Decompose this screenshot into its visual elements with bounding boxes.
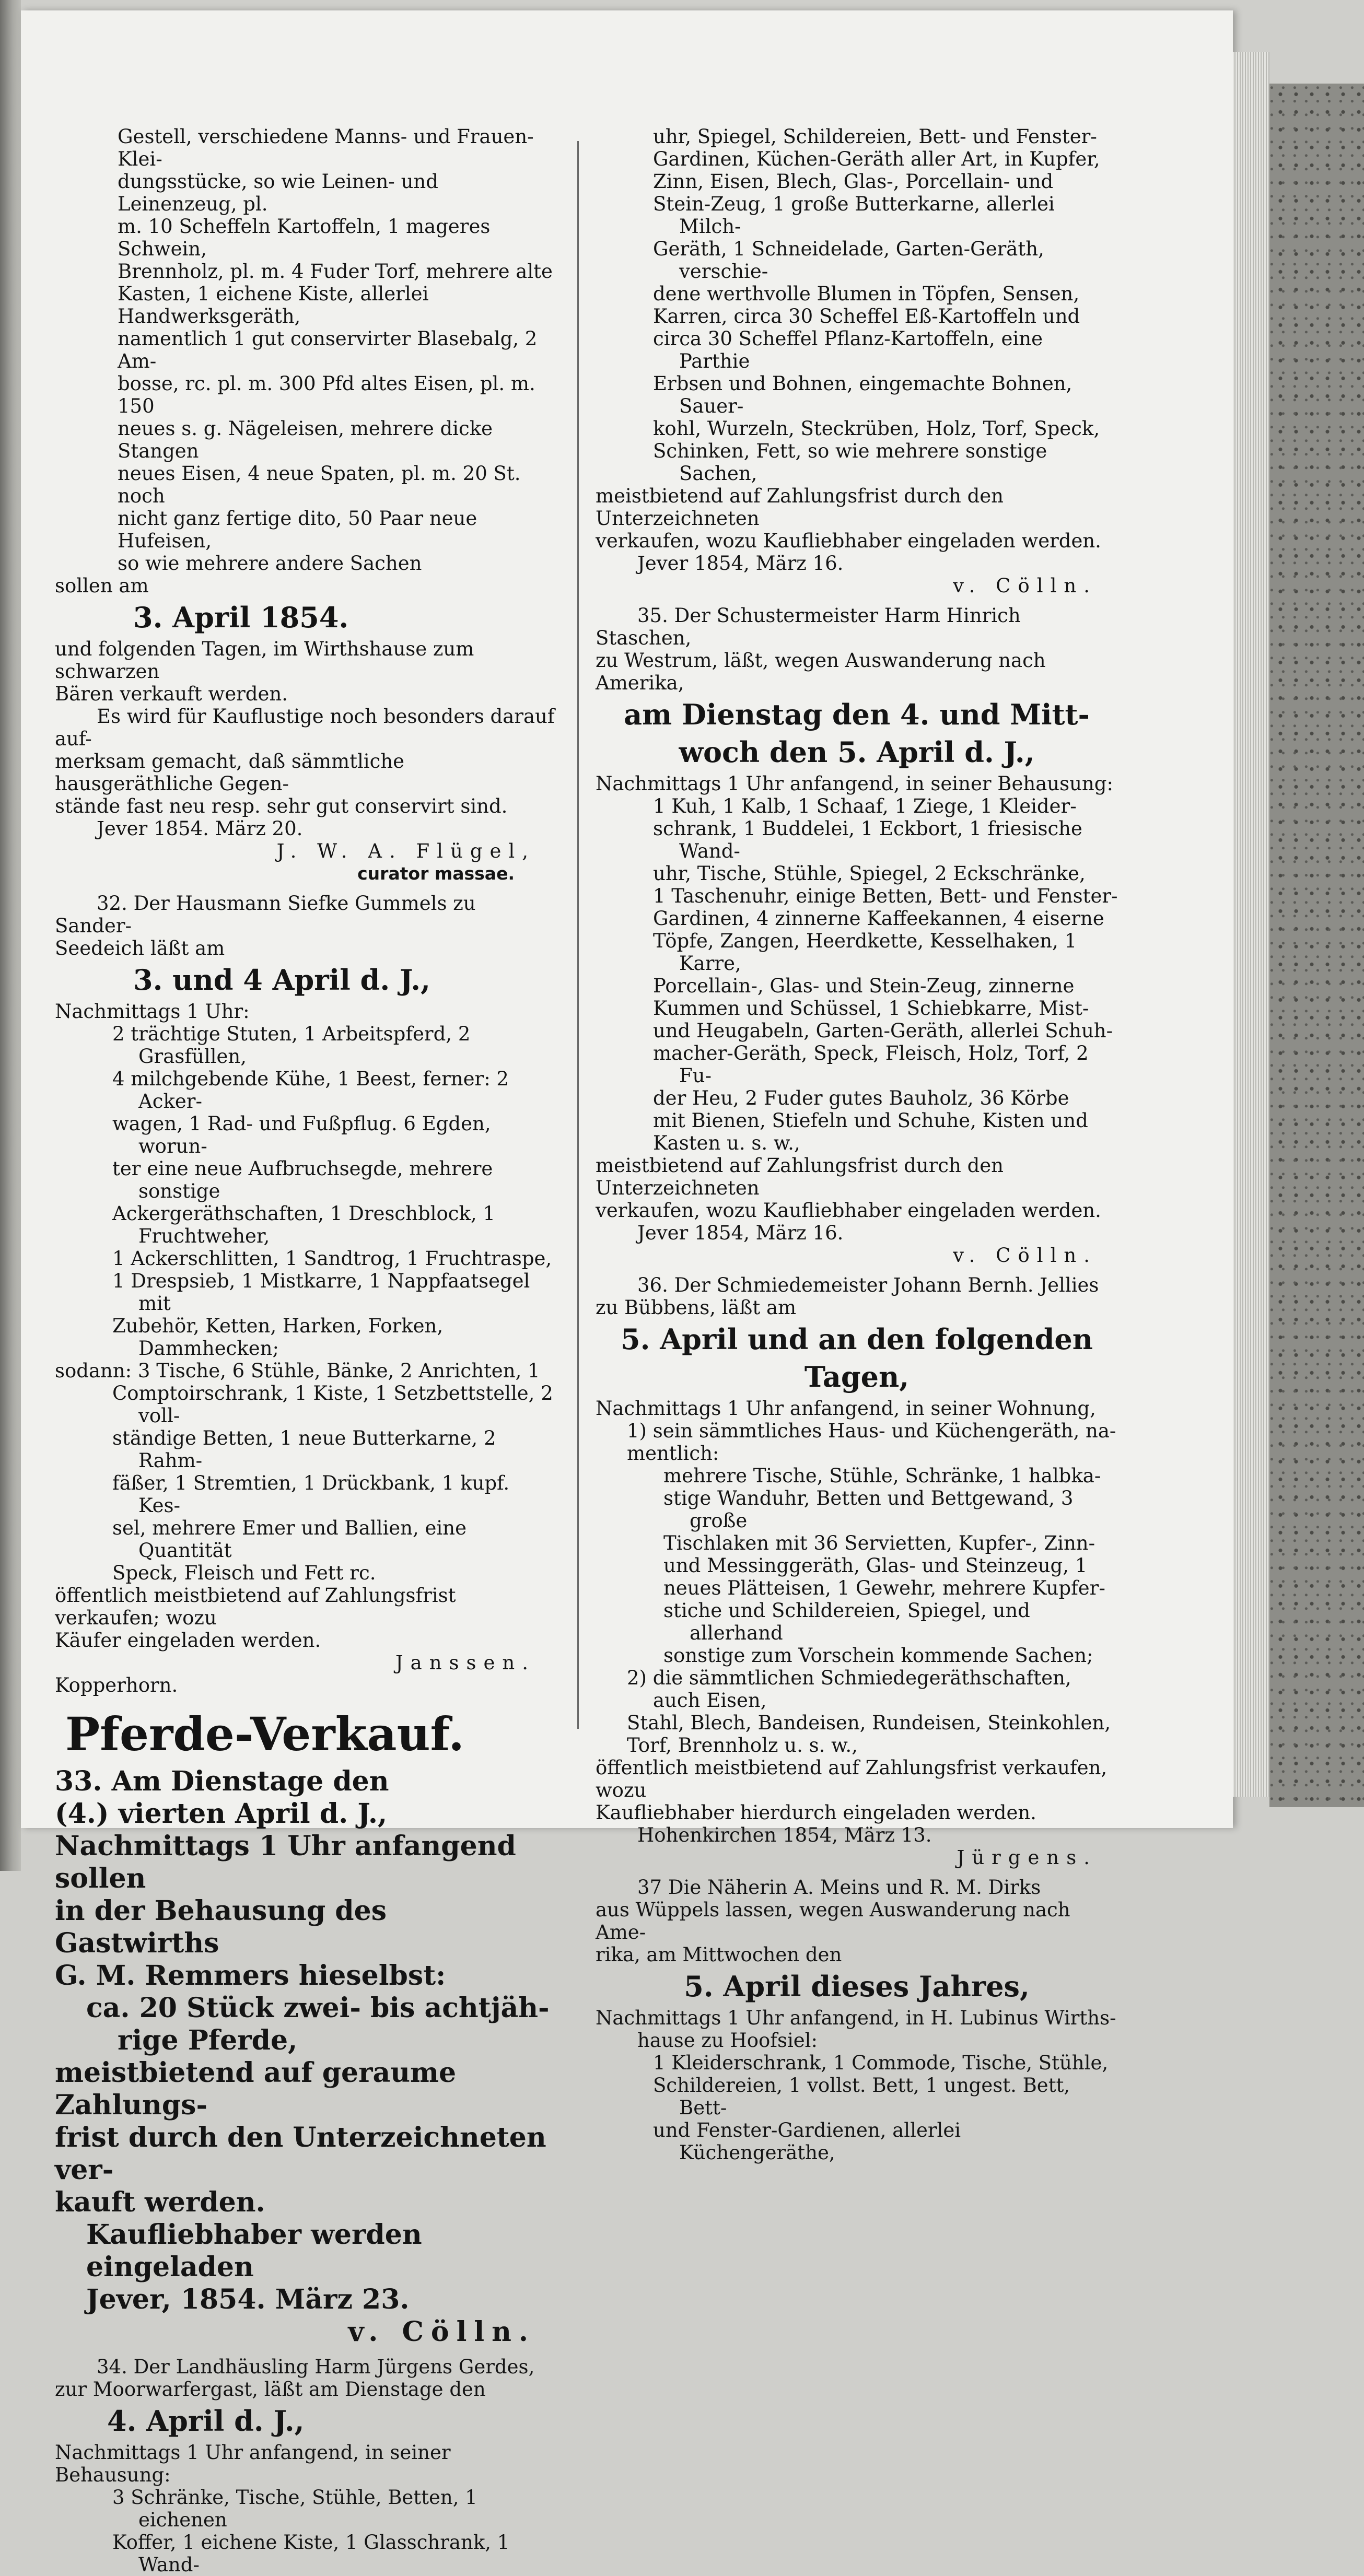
text-line: Gestell, verschiedene Manns- und Frauen-Klei- [118, 125, 534, 170]
place-date: Jever 1854, März 16. [637, 1222, 844, 1244]
text-line: 3 Schränke, Tische, Stühle, Betten, 1 eichenen [112, 2486, 477, 2531]
text-line: Bären verkauft werden. [55, 683, 288, 705]
text-line: meistbietend auf Zahlungsfrist durch den Unterzeichneten [596, 485, 1004, 530]
signature-title: curator massae. [357, 863, 515, 884]
text-line: ständige Betten, 1 neue Butterkarne, 2 Rahm- [112, 1427, 496, 1472]
lot-list-35 [596, 795, 1118, 1154]
signature: Jürgens. [957, 1846, 1097, 1869]
text-line: so wie mehrere andere Sachen [118, 552, 422, 575]
text-line: aus Wüppels lassen, wegen Auswanderung nach Ame- [596, 1899, 1070, 1943]
auction-date-36: Tagen, [804, 1360, 910, 1394]
lot-list-34 [55, 2486, 556, 2576]
text-line: Erbsen und Bohnen, eingemachte Bohnen, Sauer- [653, 372, 1072, 417]
text-line: Käufer eingeladen werden. [55, 1629, 321, 1652]
book-cover-marbled [1269, 84, 1364, 1807]
text-line: merksam gemacht, daß sämmtliche hausgeräthliche Gegen- [55, 750, 405, 795]
signature: Janssen. [395, 1652, 535, 1674]
place-date: Jever 1854. März 20. [97, 817, 303, 840]
text-line: nicht ganz fertige dito, 50 Paar neue Hufeisen, [118, 507, 477, 552]
ad-line: meistbietend auf geraume Zahlungs- [55, 2057, 457, 2121]
text-line: mit Bienen, Stiefeln und Schuhe, Kisten und [653, 1109, 1088, 1132]
text-line: stige Wanduhr, Betten und Bettgewand, 3 große [663, 1487, 1074, 1532]
text-line: sollen am [55, 575, 149, 597]
text-line: Gardinen, 4 zinnerne Kaffeekannen, 4 eiserne [653, 907, 1104, 930]
text-line: 1 Kleiderschrank, 1 Commode, Tische, Stühle, [653, 2052, 1109, 2074]
text-line: Nachmittags 1 Uhr anfangend, in seiner Behausung: [596, 772, 1113, 795]
text-line: Karren, circa 30 Scheffel Eß-Kartoffeln und [653, 305, 1080, 327]
text-line: Schinken, Fett, so wie mehrere sonstige Sachen, [653, 440, 1047, 485]
text-line: hause zu Hoofsiel: [637, 2029, 818, 2052]
text-line: meistbietend auf Zahlungsfrist durch den Unterzeichneten [596, 1154, 1004, 1199]
signature: J. W. A. Flügel, [276, 840, 535, 862]
text-line: zu Bübbens, läßt am [596, 1296, 797, 1319]
text-line: kohl, Wurzeln, Steckrüben, Holz, Torf, Speck, [653, 417, 1100, 440]
text-line: macher-Geräth, Speck, Fleisch, Holz, Torf, 2 Fu- [653, 1042, 1089, 1087]
place: Kopperhorn. [55, 1674, 178, 1696]
text-line: und Messinggeräth, Glas- und Steinzeug, 1 [663, 1554, 1088, 1577]
text-line: 1 Taschenuhr, einige Betten, Bett- und Fenster- [653, 885, 1118, 907]
item-1b-36 [596, 1465, 1118, 1667]
text-line: sodann: 3 Tische, 6 Stühle, Bänke, 2 Anrichten, 1 [55, 1360, 540, 1382]
text-line: m. 10 Scheffeln Kartoffeln, 1 mageres Schwein, [118, 215, 491, 260]
ad-line: kauft werden. [55, 2186, 265, 2218]
text-line: Stein-Zeug, 1 große Butterkarne, allerlei Milch- [653, 193, 1055, 238]
text-line: Nachmittags 1 Uhr: [55, 1000, 250, 1023]
right-column [596, 125, 1118, 2164]
auction-date-35: woch den 5. April d. J., [679, 735, 1035, 769]
text-line: öffentlich meistbietend auf Zahlungsfrist verkaufen, wozu [596, 1757, 1107, 1801]
text-line: Gardinen, Küchen-Geräth aller Art, in Kupfer, [653, 148, 1100, 170]
text-line: Tischlaken mit 36 Servietten, Kupfer-, Zinn- [663, 1532, 1095, 1554]
text-line: verkaufen, wozu Kaufliebhaber eingeladen werden. [596, 1199, 1101, 1222]
text-line: Zinn, Eisen, Blech, Glas-, Porcellain- und [653, 170, 1054, 193]
text-line: rika, am Mittwochen den [596, 1943, 842, 1966]
text-line: Töpfe, Zangen, Heerdkette, Kesselhaken, 1 Karre, [653, 930, 1077, 975]
ad-line: 33. Am Dienstage den [55, 1765, 389, 1797]
text-line: Zubehör, Ketten, Harken, Forken, Dammhecken; [112, 1315, 444, 1360]
auction-date-31: 3. April 1854. [133, 601, 349, 634]
text-line: sonstige zum Vorschein kommende Sachen; [663, 1644, 1093, 1667]
text-line: Nachmittags 1 Uhr anfangend, in seiner Wohnung, [596, 1397, 1096, 1420]
text-line: 1) sein sämmtliches Haus- und Küchengeräth, na- [627, 1420, 1116, 1442]
text-line: 1 Drespsieb, 1 Mistkarre, 1 Nappfaatsegel mit [112, 1270, 530, 1315]
text-line: zu Westrum, läßt, wegen Auswanderung nach Amerika, [596, 649, 1046, 694]
text-line: 2 trächtige Stuten, 1 Arbeitspferd, 2 Grasfüllen, [112, 1023, 471, 1068]
text-line: Geräth, 1 Schneidelade, Garten-Geräth, verschie- [653, 238, 1044, 283]
auction-date-35: am Dienstag den 4. und Mitt- [624, 698, 1090, 731]
text-line: wagen, 1 Rad- und Fußpflug. 6 Egden, worun- [112, 1113, 491, 1157]
lot-list-32 [55, 1023, 556, 1360]
lot-list-32b [55, 1382, 556, 1584]
ad-line: ca. 20 Stück zwei- bis achtjäh- [86, 1992, 550, 2024]
ad-line: Jever, 1854. März 23. [86, 2284, 410, 2315]
text-line: dene werthvolle Blumen in Töpfen, Sensen, [653, 283, 1080, 305]
text-line: uhr, Tische, Stühle, Spiegel, 2 Eckschränke, [653, 862, 1086, 885]
page-block-edge [1233, 52, 1269, 1797]
auction-date-37: 5. April dieses Jahres, [684, 1970, 1030, 2003]
lot-list-37 [596, 2052, 1118, 2164]
text-line: öffentlich meistbietend auf Zahlungsfrist verkaufen; wozu [55, 1584, 456, 1629]
text-line: Nachmittags 1 Uhr anfangend, in seiner Behausung: [55, 2441, 451, 2486]
text-line: 36. Der Schmiedemeister Johann Bernh. Jellies [637, 1274, 1099, 1296]
text-line: ter eine neue Aufbruchsegde, mehrere sonstige [112, 1157, 493, 1202]
text-line: namentlich 1 gut conservirter Blasebalg, 2 Am- [118, 327, 538, 372]
text-line: und folgenden Tagen, im Wirthshause zum schwarzen [55, 638, 474, 683]
headline-pferde-verkauf: Pferde-Verkauf. [65, 1707, 464, 1761]
text-line: Koffer, 1 eichene Kiste, 1 Glasschrank, 1 Wand- [112, 2531, 510, 2576]
text-line: bosse, rc. pl. m. 300 Pfd altes Eisen, pl. m. 150 [118, 372, 535, 417]
left-column [55, 125, 556, 2576]
lot-list [55, 125, 556, 575]
text-line: Schildereien, 1 vollst. Bett, 1 ungest. Bett, Bett- [653, 2074, 1070, 2119]
ad-signature: v. Cölln. [348, 2316, 535, 2348]
text-line: Ackergeräthschaften, 1 Dreschblock, 1 Fruchtweher, [112, 1202, 495, 1247]
text-line: 32. Der Hausmann Siefke Gummels zu Sander- [55, 892, 476, 937]
text-line: Kasten u. s. w., [653, 1132, 800, 1154]
text-line: neues s. g. Nägeleisen, mehrere dicke Stangen [118, 417, 493, 462]
text-line: Kaufliebhaber hierdurch eingeladen werden. [596, 1801, 1036, 1824]
ad-line: G. M. Remmers hieselbst: [55, 1960, 446, 1992]
text-line: Es wird für Kauflustige noch besonders darauf auf- [55, 705, 555, 750]
text-line: Stahl, Blech, Bandeisen, Rundeisen, Steinkohlen, [627, 1712, 1111, 1734]
text-line: stiche und Schildereien, Spiegel, und allerhand [663, 1599, 1030, 1644]
text-line: 2) die sämmtlichen Schmiedegeräthschaften, auch Eisen, [627, 1667, 1071, 1712]
place-date: Jever 1854, März 16. [637, 552, 844, 575]
ad-line: (4.) vierten April d. J., [55, 1798, 388, 1830]
ad-line: frist durch den Unterzeichneten ver- [55, 2122, 546, 2186]
text-line: der Heu, 2 Fuder gutes Bauholz, 36 Körbe [653, 1087, 1069, 1109]
ad-line: in der Behausung des Gastwirths [55, 1895, 387, 1959]
text-line: fäßer, 1 Stremtien, 1 Drückbank, 1 kupf. Kes- [112, 1472, 510, 1517]
text-line: neues Eisen, 4 neue Spaten, pl. m. 20 St. noch [118, 462, 521, 507]
text-line: circa 30 Scheffel Pflanz-Kartoffeln, eine Parthie [653, 327, 1043, 372]
text-line: Kummen und Schüssel, 1 Schiebkarre, Mist- [653, 997, 1089, 1020]
text-line: Nachmittags 1 Uhr anfangend, in H. Lubinus Wirths- [596, 2007, 1116, 2029]
auction-date-32: 3. und 4 April d. J., [133, 963, 430, 997]
text-line: sel, mehrere Emer und Ballien, eine Quantität [112, 1517, 467, 1562]
text-line: mentlich: [627, 1442, 719, 1465]
lot-list-34-cont [596, 125, 1118, 485]
place-date: Hohenkirchen 1854, März 13. [637, 1824, 932, 1846]
text-line: und Fenster-Gardienen, allerlei Küchengeräthe, [653, 2119, 961, 2164]
ad-line: rige Pferde, [118, 2024, 298, 2056]
text-line: dungsstücke, so wie Leinen- und Leinenzeug, pl. [118, 170, 438, 215]
text-line: Kasten, 1 eichene Kiste, allerlei Handwerksgeräth, [118, 283, 429, 327]
text-line: Seedeich läßt am [55, 937, 225, 959]
item-1-36 [596, 1420, 1118, 1465]
previous-page-edge [0, 0, 21, 1871]
text-line: Comptoirschrank, 1 Kiste, 1 Setzbettstelle, 2 voll- [112, 1382, 553, 1427]
text-line: mehrere Tische, Stühle, Schränke, 1 halbka- [663, 1465, 1101, 1487]
text-line: 1 Ackerschlitten, 1 Sandtrog, 1 Fruchtraspe, [112, 1247, 552, 1270]
text-line: stände fast neu resp. sehr gut conservirt sind. [55, 795, 508, 817]
text-line: zur Moorwarfergast, läßt am Dienstage den [55, 2378, 486, 2401]
column-divider [577, 141, 579, 1729]
text-line: Torf, Brennholz u. s. w., [627, 1734, 858, 1757]
text-line: 37 Die Näherin A. Meins und R. M. Dirks [637, 1876, 1041, 1899]
item-2-36 [596, 1667, 1118, 1757]
ad-line: Nachmittags 1 Uhr anfangend sollen [55, 1830, 516, 1894]
text-line: Speck, Fleisch und Fett rc. [112, 1562, 376, 1584]
auction-date-34: 4. April d. J., [107, 2404, 305, 2438]
signature: v. Cölln. [953, 575, 1097, 597]
text-line: 4 milchgebende Kühe, 1 Beest, ferner: 2 Acker- [112, 1068, 509, 1113]
text-line: Brennholz, pl. m. 4 Fuder Torf, mehrere alte [118, 260, 553, 283]
text-line: Porcellain-, Glas- und Stein-Zeug, zinnerne [653, 975, 1075, 997]
auction-date-36: 5. April und an den folgenden [621, 1322, 1093, 1356]
text-line: neues Plätteisen, 1 Gewehr, mehrere Kupfer- [663, 1577, 1105, 1599]
text-line: 34. Der Landhäusling Harm Jürgens Gerdes, [97, 2356, 535, 2378]
ad-line: Kaufliebhaber werden eingeladen [86, 2219, 422, 2283]
signature: v. Cölln. [953, 1244, 1097, 1267]
text-line: uhr, Spiegel, Schildereien, Bett- und Fenster- [653, 125, 1097, 148]
text-line: 1 Kuh, 1 Kalb, 1 Schaaf, 1 Ziege, 1 Kleider- [653, 795, 1077, 817]
text-line: verkaufen, wozu Kaufliebhaber eingeladen werden. [596, 530, 1101, 552]
text-line: und Heugabeln, Garten-Geräth, allerlei Schuh- [653, 1020, 1113, 1042]
text-line: 35. Der Schustermeister Harm Hinrich Staschen, [596, 604, 1021, 649]
text-line: schrank, 1 Buddelei, 1 Eckbort, 1 friesische Wand- [653, 817, 1082, 862]
